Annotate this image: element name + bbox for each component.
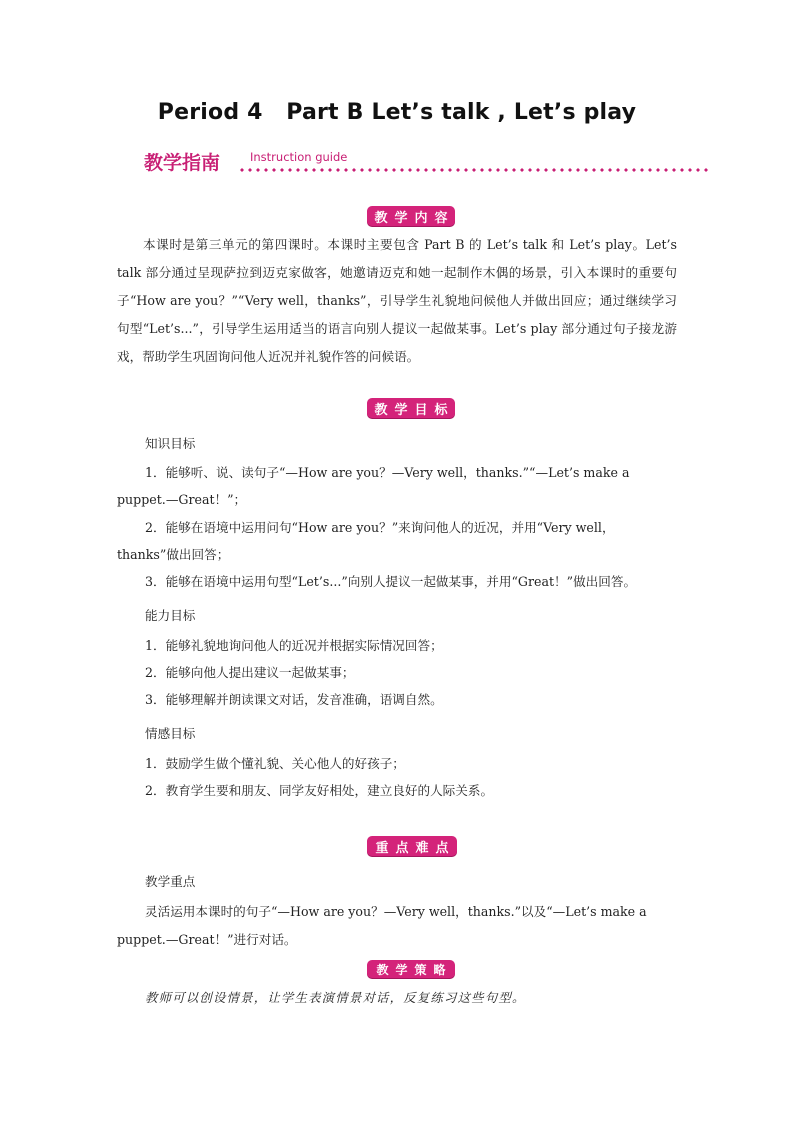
- dotted-leader: [238, 168, 710, 172]
- page-title: Period 4 Part B Let’s talk , Let’s play: [157, 100, 637, 125]
- instruction-guide-header: [144, 148, 714, 178]
- ability-item-1: 1．能够礼貌地询问他人的近况并根据实际情况回答；: [145, 638, 443, 653]
- strategy-text: 教师可以创设情景，让学生表演情景对话，反复练习这些句型。: [145, 990, 526, 1005]
- keypoints-line-1: 灵活运用本课时的句子“—How are you？—Very well，thanks.”以及“—Let’s make a: [145, 904, 647, 919]
- ability-goals-heading: 能力目标: [145, 608, 196, 623]
- emotion-item-1: 1．鼓励学生做个懂礼貌、关心他人的好孩子；: [145, 756, 405, 771]
- section-badge-keypoints: 重点难点: [367, 836, 457, 856]
- knowledge-item-1-line-1: 1．能够听、说、读句子“—How are you？—Very well，thanks.”“—Let’s make a: [145, 465, 630, 480]
- section-badge-strategy: 教学策略: [367, 960, 455, 978]
- ability-item-3: 3．能够理解并朗读课文对话，发音准确，语调自然。: [145, 692, 443, 707]
- knowledge-item-2-line-1: 2．能够在语境中运用问句“How are you？”来询问他人的近况，并用“Very well，: [145, 520, 615, 535]
- ability-item-2: 2．能够向他人提出建议一起做某事；: [145, 665, 355, 680]
- knowledge-item-3: 3．能够在语境中运用句型“Let’s...”向别人提议一起做某事，并用“Great！”做出回答。: [145, 574, 637, 589]
- keypoints-line-2: puppet.—Great！”进行对话。: [117, 932, 297, 947]
- emotion-goals-heading: 情感目标: [145, 726, 196, 741]
- keypoints-heading: 教学重点: [145, 874, 196, 889]
- guide-title-en: Instruction guide: [250, 150, 348, 164]
- knowledge-item-2-line-2: thanks”做出回答；: [117, 547, 230, 562]
- section-badge-content: 教学内容: [367, 206, 455, 226]
- guide-title-cn: 教学指南: [144, 152, 221, 174]
- section-badge-goals: 教学目标: [367, 398, 455, 418]
- content-paragraph: 本课时是第三单元的第四课时。本课时主要包含 Part B 的 Let’s talk 和 Let’s play。Let’s talk 部分通过呈现萨拉到迈克家做客，她邀请迈克和她一起制作木偶的场景，引入本课时的重要句子“How are you？”“Very well，thanks”，引导学生礼貌地问候他人并做出回应；通过继续学习句型“Let’s...”，引导学生运用适当的语言向别人提议一起做某事。Let’s play 部分通过句子接龙游戏，帮助学生巩固询问他人近况并礼貌作答的问候语。: [117, 237, 677, 364]
- emotion-item-2: 2．教育学生要和朋友、同学友好相处，建立良好的人际关系。: [145, 783, 494, 798]
- knowledge-goals-heading: 知识目标: [145, 436, 196, 451]
- knowledge-item-1-line-2: puppet.—Great！”；: [117, 492, 247, 507]
